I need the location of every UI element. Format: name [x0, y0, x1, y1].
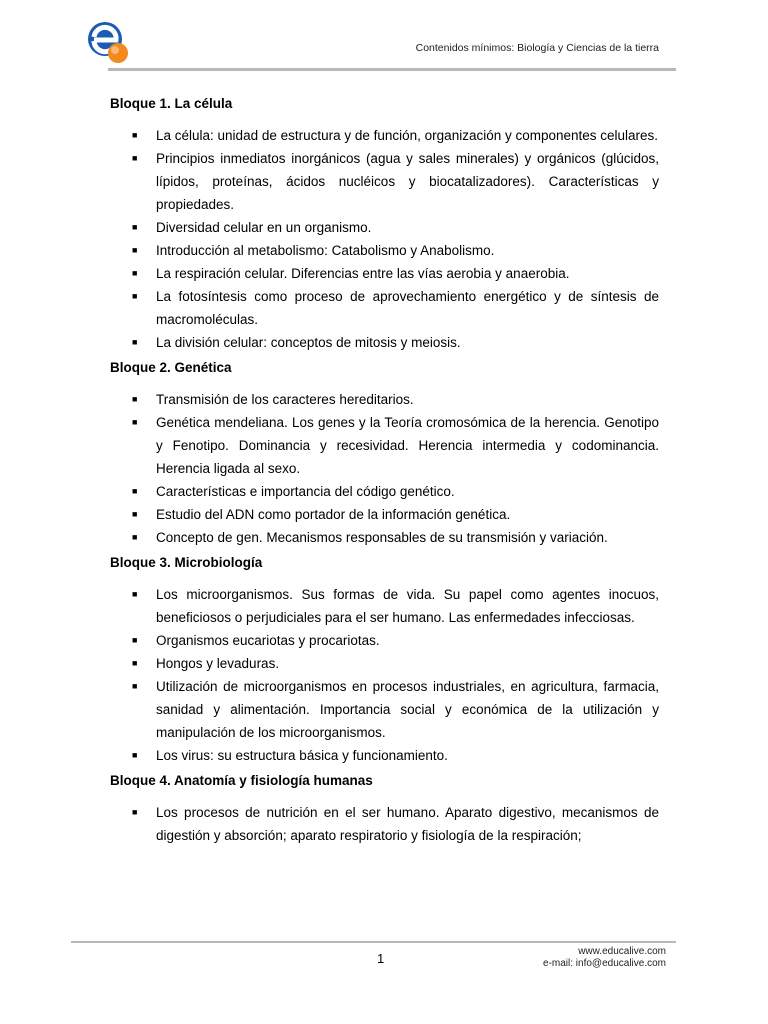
- bullet-icon: ■: [132, 589, 138, 599]
- bullet-icon: ■: [132, 807, 138, 817]
- bullet-icon: ■: [132, 268, 138, 278]
- bullet-icon: ■: [132, 245, 138, 255]
- educalive-logo: [86, 20, 130, 66]
- bullet-icon: ■: [132, 658, 138, 668]
- list-item: ■ Los microorganismos. Sus formas de vida. Su papel como agentes inocuos, beneficiosos o perjudiciales para el ser humano. Las enfermedades infecciosas.: [110, 583, 659, 629]
- block-title: Bloque 4. Anatomía y fisiología humanas: [110, 773, 373, 788]
- bullet-icon: ■: [132, 222, 138, 232]
- bullet-list: [110, 388, 659, 549]
- bullet-list: [110, 801, 659, 847]
- block-3: [110, 554, 659, 767]
- bullet-icon: ■: [132, 417, 138, 427]
- list-item: ■ Hongos y levaduras.: [110, 652, 659, 675]
- list-item: ■ Genética mendeliana. Los genes y la Teoría cromosómica de la herencia. Genotipo y Fenotipo. Dominancia y recesividad. Herencia intermedia y codominancia. Herencia ligada al sexo.: [110, 411, 659, 480]
- list-item: ■ Diversidad celular en un organismo.: [110, 216, 659, 239]
- header-divider: [108, 68, 676, 71]
- bullet-icon: ■: [132, 153, 138, 163]
- list-item: ■ Principios inmediatos inorgánicos (agua y sales minerales) y orgánicos (glúcidos, lípidos, proteínas, ácidos nucléicos y biocatalizadores). Características y propiedades.: [110, 147, 659, 216]
- block-4: [110, 772, 659, 847]
- list-item: ■ Concepto de gen. Mecanismos responsables de su transmisión y variación.: [110, 526, 659, 549]
- list-item: ■ La célula: unidad de estructura y de función, organización y componentes celulares.: [110, 124, 659, 147]
- bullet-list: [110, 124, 659, 354]
- block-title: Bloque 3. Microbiología: [110, 555, 263, 570]
- list-item: ■ La fotosíntesis como proceso de aprovechamiento energético y de síntesis de macromoléculas.: [110, 285, 659, 331]
- list-item: ■ Características e importancia del código genético.: [110, 480, 659, 503]
- block-2: [110, 359, 659, 549]
- list-item: ■ Los virus: su estructura básica y funcionamiento.: [110, 744, 659, 767]
- bullet-icon: ■: [132, 130, 138, 140]
- website-link[interactable]: www.educalive.com: [578, 946, 666, 957]
- list-item: ■ Organismos eucariotas y procariotas.: [110, 629, 659, 652]
- block-title: Bloque 2. Genética: [110, 360, 232, 375]
- bullet-icon: ■: [132, 394, 138, 404]
- footer-divider: [71, 941, 676, 943]
- bullet-icon: ■: [132, 532, 138, 542]
- bullet-list: [110, 583, 659, 767]
- bullet-icon: ■: [132, 291, 138, 301]
- list-item: ■ Estudio del ADN como portador de la información genética.: [110, 503, 659, 526]
- bullet-icon: ■: [132, 750, 138, 760]
- bullet-icon: ■: [132, 486, 138, 496]
- list-item: ■ La respiración celular. Diferencias entre las vías aerobia y anaerobia.: [110, 262, 659, 285]
- list-item: ■ La división celular: conceptos de mitosis y meiosis.: [110, 331, 659, 354]
- bullet-icon: ■: [132, 509, 138, 519]
- email-link[interactable]: e-mail: info@educalive.com: [543, 958, 666, 969]
- bullet-icon: ■: [132, 681, 138, 691]
- list-item: ■ Transmisión de los caracteres hereditarios.: [110, 388, 659, 411]
- header-title: Contenidos mínimos: Biología y Ciencias de la tierra: [415, 42, 659, 54]
- list-item: ■ Los procesos de nutrición en el ser humano. Aparato digestivo, mecanismos de digestión y absorción; aparato respiratorio y fisiología de la respiración;: [110, 801, 659, 847]
- bullet-icon: ■: [132, 337, 138, 347]
- footer-contact: [543, 946, 666, 970]
- page-number: 1: [377, 951, 385, 966]
- bullet-icon: ■: [132, 635, 138, 645]
- list-item: ■ Introducción al metabolismo: Catabolismo y Anabolismo.: [110, 239, 659, 262]
- block-1: [110, 95, 659, 354]
- list-item: ■ Utilización de microorganismos en procesos industriales, en agricultura, farmacia, sanidad y alimentación. Importancia social y económica de la utilización y manipulación de los microorganismos.: [110, 675, 659, 744]
- document-body: [110, 95, 659, 847]
- block-title: Bloque 1. La célula: [110, 96, 233, 111]
